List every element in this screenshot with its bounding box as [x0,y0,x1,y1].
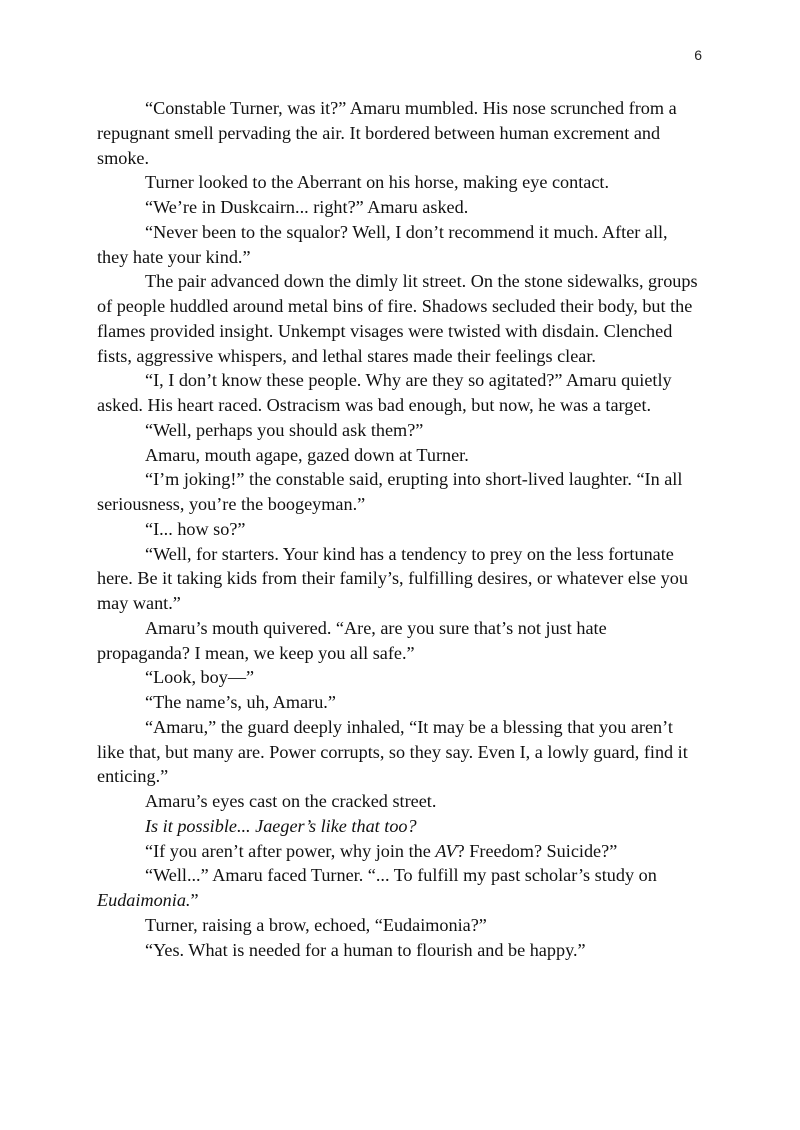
paragraph: The pair advanced down the dimly lit street. On the stone sidewalks, groups of people huddled around metal bins of fire. Shadows secluded their body, but the flames provided insight. Unkempt visages were twisted with disdain. Clenched fists, aggressive whispers, and lethal stares made their feelings clear. [97,271,698,366]
paragraph: “I’m joking!” the constable said, erupting into short-lived laughter. “In all seriousness, you’re the boogeyman.” [97,469,683,514]
paragraph-italic-thought [97,814,703,839]
paragraph: “Never been to the squalor? Well, I don’t recommend it much. After all, they hate your kind.” [97,221,668,267]
paragraph: “Well, for starters. Your kind has a tendency to prey on the less fortunate here. Be it taking kids from their family’s, fulfilling desires, or whatever else you may want.” [97,543,688,613]
page-number: 6 [694,47,702,63]
paragraph: “I... how so?” [145,518,246,539]
italic-term: AV [435,840,457,861]
paragraph: Turner, raising a brow, echoed, “Eudaimonia?” [145,914,487,935]
italic-thought: Is it possible... Jaeger’s like that too? [145,815,417,836]
text-segment: ” [190,890,199,910]
paragraph: “We’re in Duskcairn... right?” Amaru asked. [145,197,469,217]
paragraph: Amaru’s mouth quivered. “Are, are you sure that’s not just hate propaganda? I mean, we keep you all safe.” [97,617,607,663]
paragraph: Amaru, mouth agape, gazed down at Turner. [145,444,469,465]
text-segment: “Well...” Amaru faced Turner. “... To fulfill my past scholar’s study on [145,865,657,886]
paragraph: Turner looked to the Aberrant on his horse, making eye contact. [145,172,610,193]
italic-term: Eudaimonia. [97,890,191,910]
paragraph: “The name’s, uh, Amaru.” [145,692,336,712]
paragraph: Amaru’s eyes cast on the cracked street. [145,791,437,811]
paragraph: “Amaru,” the guard deeply inhaled, “It may be a blessing that you aren’t like that, but many are. Power corrupts, so they say. Even I, a lowly guard, find it enticing.” [97,716,688,787]
text-segment: “If you aren’t after power, why join the [145,840,436,861]
paragraph: “Look, boy—” [145,667,255,688]
paragraph [97,839,703,864]
paragraph: “Constable Turner, was it?” Amaru mumbled. His nose scrunched from a repugnant smell pervading the air. It bordered between human excrement and smoke. [97,98,677,168]
paragraph: “Yes. What is needed for a human to flourish and be happy.” [145,939,586,960]
paragraph [97,863,703,913]
paragraph: “Well, perhaps you should ask them?” [145,419,424,440]
story-text [97,96,703,962]
text-segment: ? Freedom? Suicide?” [456,840,618,861]
paragraph: “I, I don’t know these people. Why are they so agitated?” Amaru quietly asked. His heart raced. Ostracism was bad enough, but now, he was a target. [97,370,672,415]
